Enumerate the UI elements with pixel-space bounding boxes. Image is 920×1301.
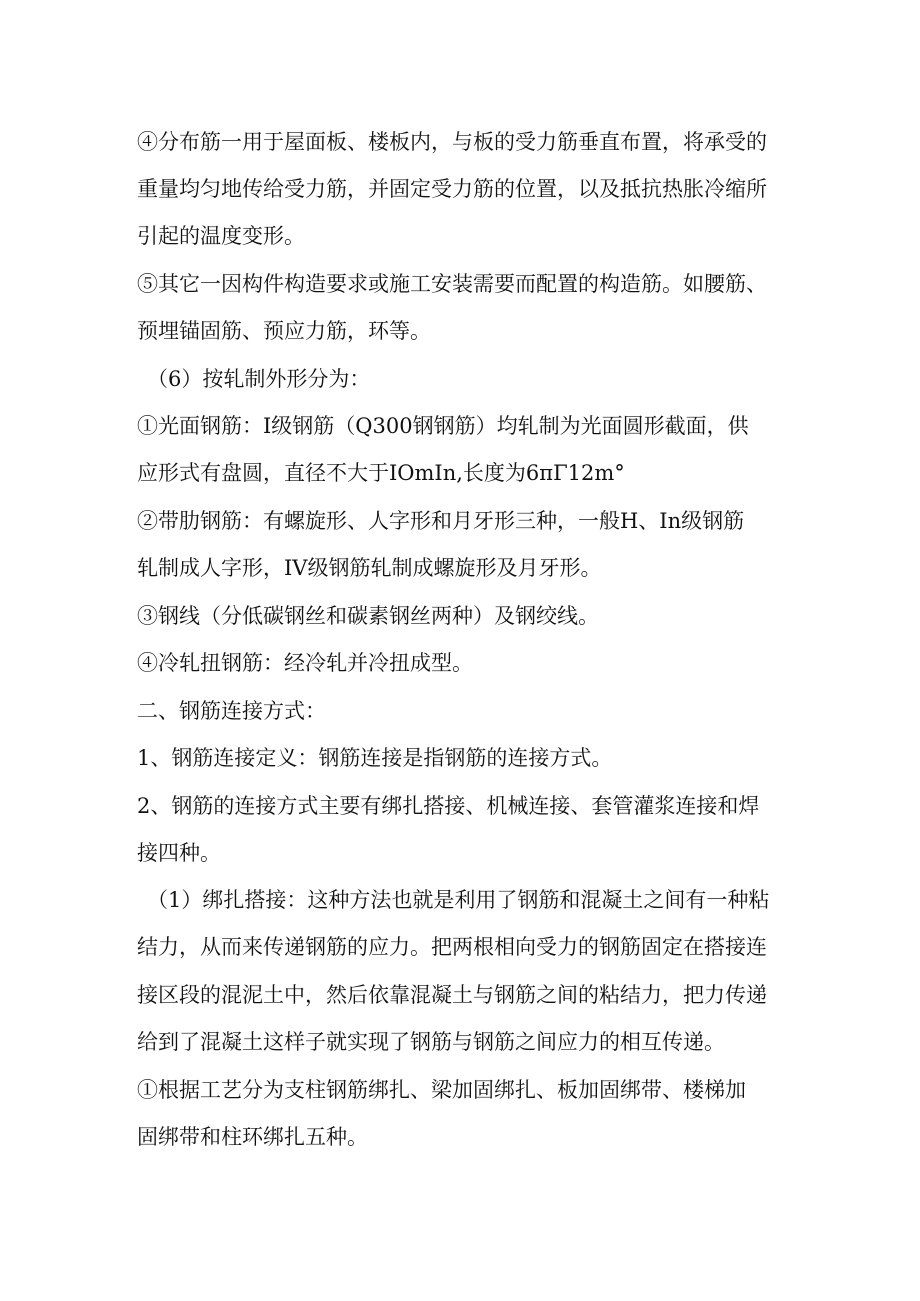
text-line: 应形式有盘圆，直径不大于IOmIn,长度为6πΓ12m° (137, 461, 625, 485)
section-heading: 二、钢筋连接方式： (137, 699, 326, 723)
text-line: 给到了混凝土这样子就实现了钢筋与钢筋之间应力的相互传递。 (137, 1030, 725, 1054)
text-line: （6）按轧制外形分为： (147, 367, 371, 391)
text-line: 引起的温度变形。 (137, 224, 305, 248)
text-line: 接区段的混泥土中，然后依靠混凝土与钢筋之间的粘结力，把力传递 (137, 983, 767, 1007)
text-line: ④分布筋一用于屋面板、楼板内，与板的受力筋垂直布置，将承受的 (137, 130, 767, 154)
text-line: 1、钢筋连接定义：钢筋连接是指钢筋的连接方式。 (137, 746, 613, 770)
text-line: 重量均匀地传给受力筋，并固定受力筋的位置，以及抵抗热胀冷缩所 (137, 177, 767, 201)
text-line: ⑤其它一因构件构造要求或施工安装需要而配置的构造筋。如腰筋、 (137, 272, 767, 296)
text-line: 轧制成人字形，IV级钢筋轧制成螺旋形及月牙形。 (137, 556, 602, 580)
text-line: ②带肋钢筋：有螺旋形、人字形和月牙形三种，一般H、In级钢筋 (137, 509, 745, 533)
text-line: 2、钢筋的连接方式主要有绑扎搭接、机械连接、套管灌浆连接和焊 (137, 794, 760, 818)
text-line: 固绑带和柱环绑扎五种。 (137, 1125, 368, 1149)
text-line: 预埋锚固筋、预应力筋，环等。 (137, 319, 431, 343)
text-line: ③钢线（分低碳钢丝和碳素钢丝两种）及钢绞线。 (137, 604, 599, 628)
text-line: ①光面钢筋：I级钢筋（Q300钢钢筋）均轧制为光面圆形截面，供 (137, 414, 749, 438)
text-line: 结力，从而来传递钢筋的应力。把两根相向受力的钢筋固定在搭接连 (137, 935, 767, 959)
text-line: （1）绑扎搭接：这种方法也就是利用了钢筋和混凝土之间有一种粘 (147, 888, 770, 912)
text-line: ④冷轧扭钢筋：经冷轧并冷扭成型。 (137, 651, 473, 675)
text-line: 接四种。 (137, 841, 221, 865)
text-line: ①根据工艺分为支柱钢筋绑扎、梁加固绑扎、板加固绑带、楼梯加 (137, 1078, 746, 1102)
